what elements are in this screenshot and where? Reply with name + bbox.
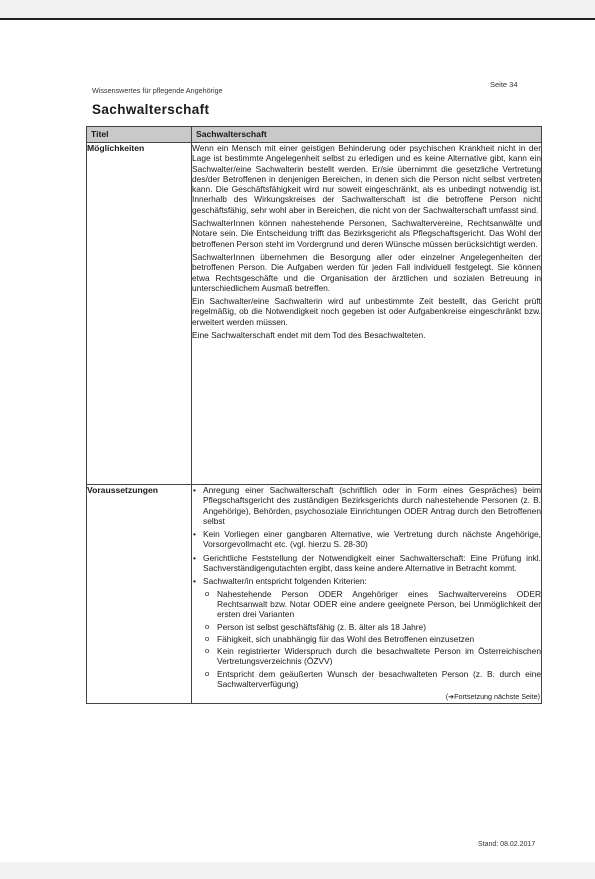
list-item: • Anregung einer Sachwalterschaft (schriftlich oder in Form eines Gespräches) beim Pflegschaftsgericht des zuständigen Bezirksgerichts durch nahestehende Personen (z. B. Angehörige), Behörden, psychosoziale Einrichtungen ODER Antrag durch den Betroffenen selbst — [203, 485, 541, 526]
continuation-note: (➔Fortsetzung nächste Seite) — [445, 692, 540, 702]
footer-date: Stand: 08.02.2017 — [478, 841, 536, 848]
row-content-voraussetzungen — [192, 485, 542, 704]
row-label-moeglichkeiten: Möglichkeiten — [87, 143, 192, 485]
list-item: • Kein Vorliegen einer gangbaren Alternative, wie Vertretung durch nächste Angehörige, Vorsorgevollmacht etc. (vgl. hierzu S. 28-30) — [203, 529, 541, 550]
paragraph: Ein Sachwalter/eine Sachwalterin wird auf unbestimmte Zeit bestellt, das Gericht prüft regelmäßig, ob die Notwendigkeit noch gegeben ist oder Aufgabenkreise eingeschränkt bzw. erweitert werden müssen. — [192, 296, 541, 327]
sub-list-item: o Fähigkeit, sich unabhängig für das Wohl des Betroffenen einzusetzen — [217, 634, 541, 644]
sub-list-item: o Kein registrierter Widerspruch durch die besachwaltete Person im Österreichischen Vertretungsverzeichnis (ÖZVV) — [217, 646, 541, 667]
list-item — [203, 576, 541, 689]
list-item-text: Sachwalter/in entspricht folgenden Kriterien: — [203, 576, 367, 587]
row-label-voraussetzungen: Voraussetzungen — [87, 485, 192, 704]
header-left-text: Wissenswertes für pflegende Angehörige — [92, 86, 223, 95]
table-row — [87, 143, 542, 485]
info-table — [86, 126, 542, 704]
table-header-row — [87, 127, 542, 143]
sub-list — [203, 589, 541, 690]
header-cell-topic: Sachwalterschaft — [192, 127, 542, 143]
row-content-moeglichkeiten — [192, 143, 542, 485]
page-title: Sachwalterschaft — [92, 102, 210, 117]
paragraph: SachwalterInnen übernehmen die Besorgung aller oder einzelner Angelegenheiten der betroffenen Person. Die Aufgaben werden für jeden Fall individuell festgelegt. Sie können etwa Rechtsgeschäfte und die Organisation der ärztlichen und sozialen Betreuung in unterschiedlichem Ausmaß betreffen. — [192, 251, 541, 293]
header-cell-title: Titel — [87, 127, 192, 143]
document-page — [0, 18, 595, 862]
sub-list-item: o Entspricht dem geäußerten Wunsch der besachwalteten Person (z. B. durch eine Sachwalterverfügung) — [217, 669, 541, 690]
bullet-list — [192, 485, 541, 689]
sub-list-item: o Nahestehende Person ODER Angehöriger eines Sachwaltervereins ODER Rechtsanwalt bzw. Notar ODER eine andere geeignete Person, bei Unmöglichkeit der ersten drei Varianten — [217, 589, 541, 620]
table-row — [87, 485, 542, 704]
paragraph: Eine Sachwalterschaft endet mit dem Tod des Besachwalteten. — [192, 330, 426, 341]
paragraph: Wenn ein Mensch mit einer geistigen Behinderung oder psychischen Krankheit nicht in der Lage ist bestimmte Angelegenheit selbst zu erledigen und es keine Alternative gibt, kann ein Sachwalter/eine Sachwalterin bestellt werden. Er/sie übernimmt die gesetzliche Vertretung des/der Betroffenen in denjenigen Bereichen, in denen sich die Person nicht selbst vertreten kann. Die Geschäftsfähigkeit wird nur soweit eingeschränkt, als es unbedingt notwendig ist. Innerhalb des Wirkungskreises der Sachwalterschaft ist die betroffene Person nicht geschäftsfähig, sehr wohl aber in Bereichen, die nicht von der Sachwalterschaft umfasst sind. — [192, 143, 541, 215]
sub-list-item: o Person ist selbst geschäftsfähig (z. B. älter als 18 Jahre) — [217, 622, 541, 632]
list-item: • Gerichtliche Feststellung der Notwendigkeit einer Sachwalterschaft: Eine Prüfung inkl. Sachverständigengutachten ergibt, dass keine andere Alternative in Betracht kommt. — [203, 553, 541, 574]
page-number: Seite 34 — [490, 80, 518, 89]
paragraph: SachwalterInnen können nahestehende Personen, Sachwaltervereine, Rechtsanwälte und Notare sein. Die Entscheidung trifft das Bezirksgericht als Pflegschaftsgericht. Das Wohl der betroffenen Person steht im Vordergrund und deren Wünsche müssen berücksichtigt werden. — [192, 218, 541, 249]
